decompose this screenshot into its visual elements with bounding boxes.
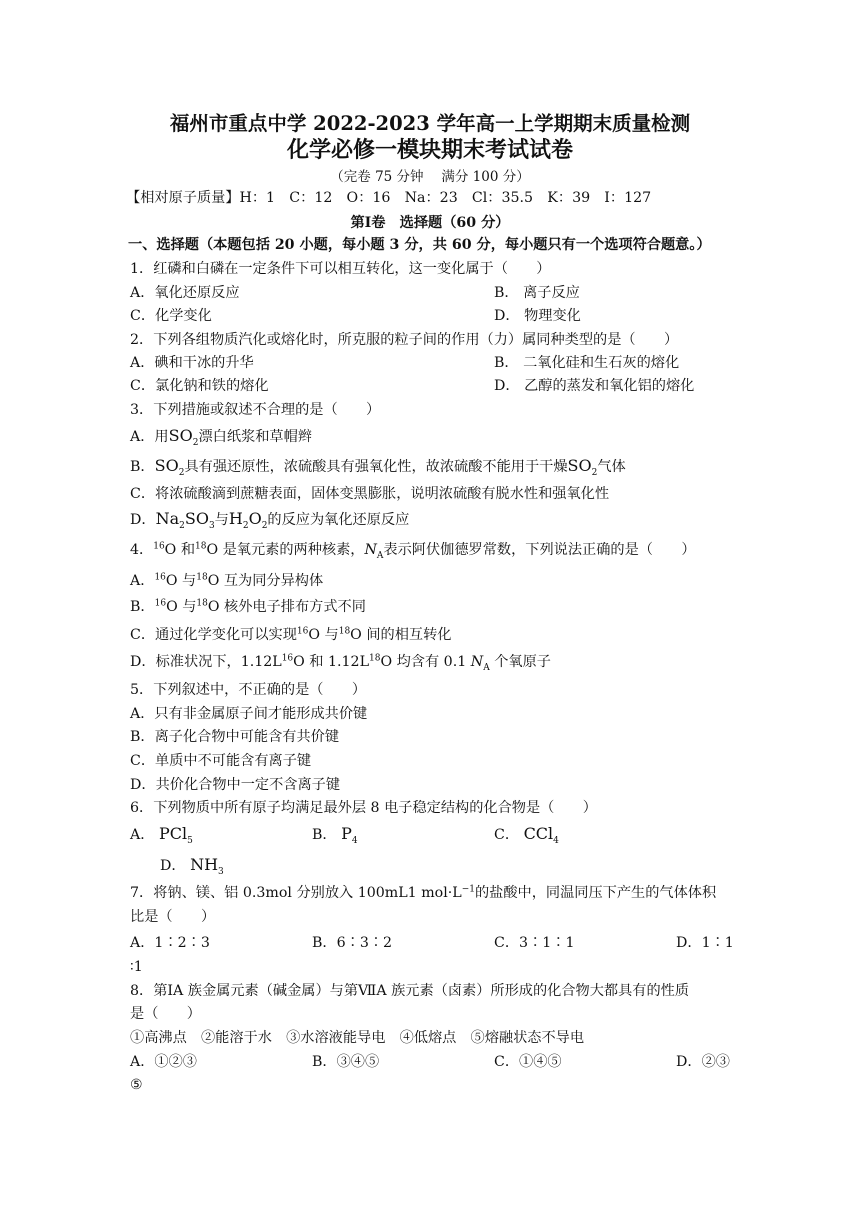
q6-option-c: C． CCl$_4$ <box>494 824 559 846</box>
q3-option-c: C．将浓硫酸滴到蔗糖表面，固体变黑膨胀，说明浓硫酸有脱水性和强氧化性 <box>130 486 610 502</box>
q2-option-b: B． 二氧化硅和生石灰的熔化 <box>494 355 680 371</box>
exam-info: （完卷 75 分钟 满分 100 分） <box>330 169 530 185</box>
q8-option-d-wrap: ⑤ <box>130 1077 143 1093</box>
q3-stem: 3．下列措施或叙述不合理的是（ ） <box>130 402 381 418</box>
q3-option-d: D．$Na_2SO_3$与$H_2O_2$的反应为氧化还原反应 <box>130 509 410 531</box>
section-title: 一、选择题（本题包括 20 小题，每小题 3 分，共 60 分，每小题只有一个选项符合题意。） <box>128 237 711 253</box>
q5-option-c: C．单质中不可能含有离子键 <box>130 753 312 769</box>
q2-option-a: A．碘和干冰的升华 <box>130 355 254 371</box>
q4-option-a: A．$^{16}$O 与$^{18}$O 互为同分异构体 <box>130 572 324 589</box>
formula-so2: SO <box>168 426 193 445</box>
q7-option-b: B．6∶3∶2 <box>312 935 393 951</box>
q7-stem: 7．将钠、镁、铝 0.3mol 分别放入 100mL1 $mol\cdot L^{-1}$的盐酸中，同温同压下产生的气体体积 <box>130 884 717 901</box>
q8-option-a: A．①②③ <box>130 1054 197 1070</box>
q5-option-a: A．只有非金属原子间才能形成共价键 <box>130 706 368 722</box>
formula-so2: SO <box>567 456 592 475</box>
q8-properties: ①高沸点 ②能溶于水 ③水溶液能导电 ④低熔点 ⑤熔融状态不导电 <box>130 1030 585 1046</box>
q8-option-c: C．①④⑤ <box>494 1054 562 1070</box>
q7-option-a: A．1∶2∶3 <box>130 935 210 951</box>
q8-option-d: D．②③ <box>676 1054 730 1070</box>
q3-option-a: A．用$SO_2$漂白纸浆和草帽辫 <box>130 426 312 448</box>
q7-option-d-wrap: ∶1 <box>130 959 143 975</box>
q1-stem: 1．红磷和白磷在一定条件下可以相互转化，这一变化属于（ ） <box>130 261 551 277</box>
q2-option-c: C．氯化钠和铁的熔化 <box>130 378 269 394</box>
q7-option-d: D．1∶1 <box>676 935 734 951</box>
q5-option-d: D．共价化合物中一定不含离子键 <box>130 777 341 793</box>
q2-option-d: D． 乙醇的蒸发和氧化铝的熔化 <box>494 378 695 394</box>
exam-title-line2: 化学必修一模块期末考试试卷 <box>286 137 573 163</box>
q7-stem-cont: 比是（ ） <box>130 909 216 925</box>
q4-option-b: B．$^{16}$O 与$^{18}$O 核外电子排布方式不同 <box>130 598 366 615</box>
q5-stem: 5．下列叙述中，不正确的是（ ） <box>130 682 367 698</box>
q6-stem: 6．下列物质中所有原子均满足最外层 8 电子稳定结构的化合物是（ ） <box>130 800 597 816</box>
q4-option-d: D．标准状况下，$1.12L^{16}O$ 和 $1.12L^{18}O$ 均含有 0.1 $N_A$ 个氧原子 <box>130 653 551 673</box>
q6-option-d: D． $NH_3$ <box>160 855 224 877</box>
q6-option-a: A． PCl$_5$ <box>130 824 193 846</box>
q8-option-b: B．③④⑤ <box>312 1054 380 1070</box>
q1-option-d: D． 物理变化 <box>494 308 581 324</box>
q1-option-c: C．化学变化 <box>130 308 212 324</box>
formula-so2: SO <box>154 456 179 475</box>
q7-option-c: C．3∶1∶1 <box>494 935 575 951</box>
q2-stem: 2．下列各组物质汽化或熔化时，所克服的粒子间的作用（力）属同种类型的是（ ） <box>130 332 679 348</box>
atomic-masses: 【相对原子质量】H：1 C：12 O：16 Na：23 Cl：35.5 K：39 I：127 <box>126 190 652 206</box>
q1-option-b: B． 离子反应 <box>494 285 580 301</box>
q5-option-b: B．离子化合物中可能含有共价键 <box>130 729 340 745</box>
part-title: 第Ⅰ卷 选择题（60 分） <box>350 215 510 231</box>
q4-stem: 4．$^{16}$O 和$^{18}$O 是氧元素的两种核素，$N_A$表示阿伏伽德罗常数，下列说法正确的是（ ） <box>130 541 696 561</box>
q8-stem-cont: 是（ ） <box>130 1006 201 1022</box>
q1-option-a: A．氧化还原反应 <box>130 285 240 301</box>
q4-option-c: C．通过化学变化可以实现$^{16}$O 与$^{18}$O 间的相互转化 <box>130 626 452 643</box>
q3-a-label: A．用 <box>130 429 169 445</box>
exam-title-line1: 福州市重点中学 2022-2023 学年高一上学期期末质量检测 <box>169 112 691 135</box>
q6-option-b: B． $P_4$ <box>312 824 358 846</box>
q3-option-b: B．$SO_2$具有强还原性，浓硫酸具有强氧化性，故浓硫酸不能用于干燥$SO_2$气体 <box>130 456 626 478</box>
q8-stem: 8．第ⅠA 族金属元素（碱金属）与第ⅦA 族元素（卤素）所形成的化合物大都具有的性质 <box>130 983 690 999</box>
